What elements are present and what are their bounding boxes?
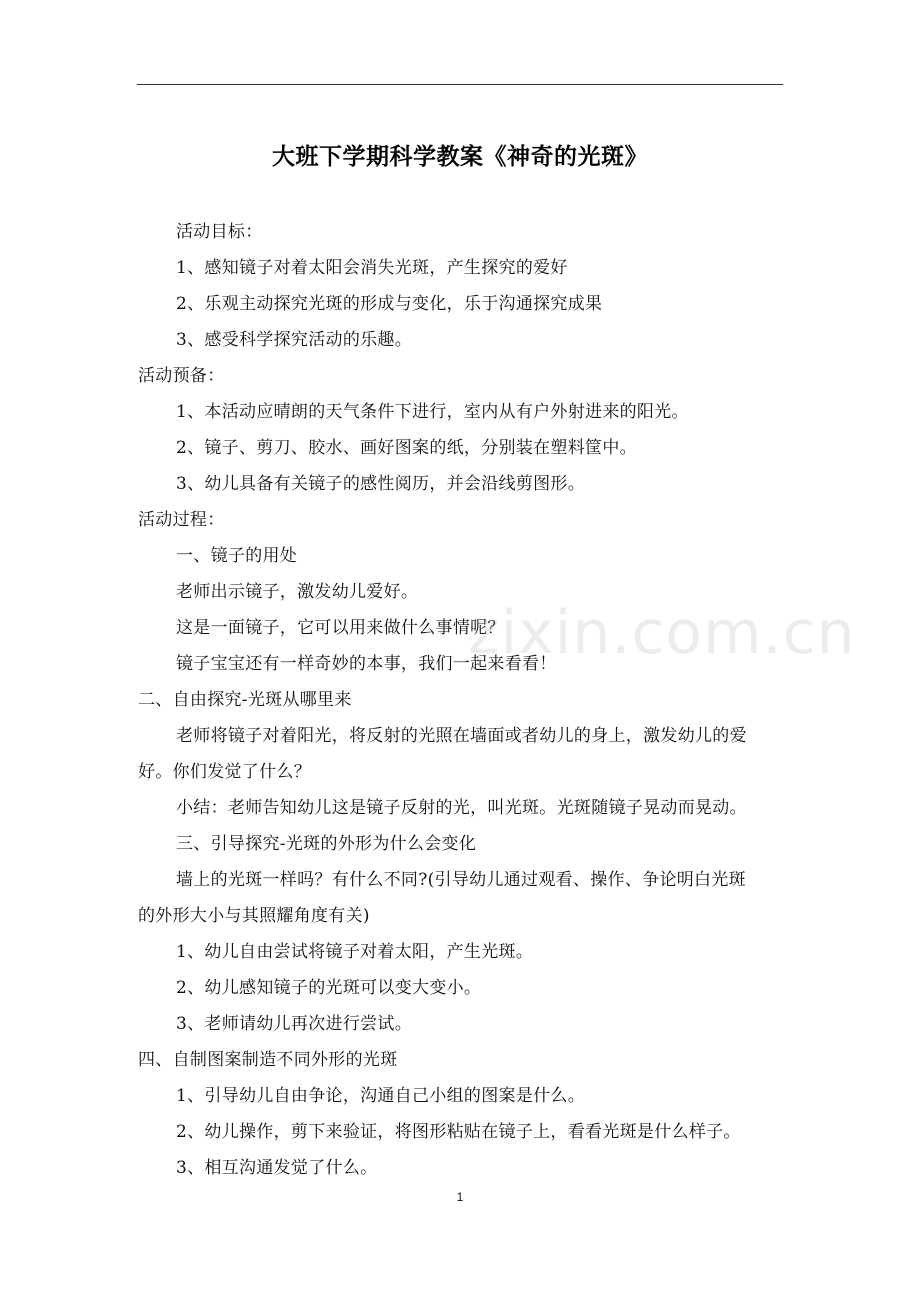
paragraph-line: 的外形大小与其照耀角度有关) (138, 906, 370, 926)
paragraph-line: 3、老师请幼儿再次进行尝试。 (176, 1014, 413, 1034)
paragraph-line: 这是一面镜子，它可以用来做什么事情呢？ (176, 618, 505, 638)
paragraph-line: 老师出示镜子，激发幼儿爱好。 (176, 582, 419, 602)
paragraph-line: 3、幼儿具备有关镜子的感性阅历，并会沿线剪图形。 (176, 474, 586, 494)
paragraph-line: 墙上的光斑一样吗？有什么不同?(引导幼儿通过观看、操作、争论明白光斑 (176, 870, 746, 890)
paragraph-line: 3、感受科学探究活动的乐趣。 (176, 330, 413, 350)
paragraph-line: 小结：老师告知幼儿这是镜子反射的光，叫光斑。光斑随镜子晃动而晃动。 (176, 798, 747, 818)
paragraph-line: 3、相互沟通发觉了什么。 (176, 1158, 378, 1178)
paragraph-line: 1、引导幼儿自由争论，沟通自己小组的图案是什么。 (176, 1086, 586, 1106)
paragraph-line: 2、幼儿操作，剪下来验证，将图形粘贴在镜子上，看看光斑是什么样子。 (176, 1122, 741, 1142)
paragraph-line: 镜子宝宝还有一样奇妙的本事，我们一起来看看！ (176, 654, 557, 674)
section-heading-process: 活动过程： (138, 510, 225, 530)
subsection-heading: 四、自制图案制造不同外形的光斑 (138, 1050, 398, 1070)
document-title: 大班下学期科学教案《神奇的光斑》 (272, 144, 648, 170)
subsection-heading: 三、引导探究-光斑的外形为什么会变化 (176, 834, 477, 854)
watermark: zixin.com.cn (468, 598, 856, 668)
subsection-heading: 二、自由探究-光斑从哪里来 (138, 690, 352, 710)
paragraph-line: 好。你们发觉了什么？ (138, 762, 311, 782)
paragraph-line: 2、镜子、剪刀、胶水、画好图案的纸，分别装在塑料筐中。 (176, 438, 637, 458)
paragraph-line: 1、本活动应晴朗的天气条件下进行，室内从有户外射进来的阳光。 (176, 402, 689, 422)
paragraph-line: 2、乐观主动探究光斑的形成与变化，乐于沟通探究成果 (176, 294, 603, 314)
section-heading-goals: 活动目标： (176, 222, 263, 242)
page-number: 1 (456, 1190, 464, 1204)
paragraph-line: 1、感知镜子对着太阳会消失光斑，产生探究的爱好 (176, 258, 568, 278)
paragraph-line: 2、幼儿感知镜子的光斑可以变大变小。 (176, 978, 482, 998)
section-heading-preparation: 活动预备： (138, 366, 225, 386)
subsection-heading: 一、镜子的用处 (176, 546, 298, 566)
header-rule (137, 84, 783, 85)
paragraph-line: 老师将镜子对着阳光，将反射的光照在墙面或者幼儿的身上，激发幼儿的爱 (176, 726, 747, 746)
paragraph-line: 1、幼儿自由尝试将镜子对着太阳，产生光斑。 (176, 942, 534, 962)
